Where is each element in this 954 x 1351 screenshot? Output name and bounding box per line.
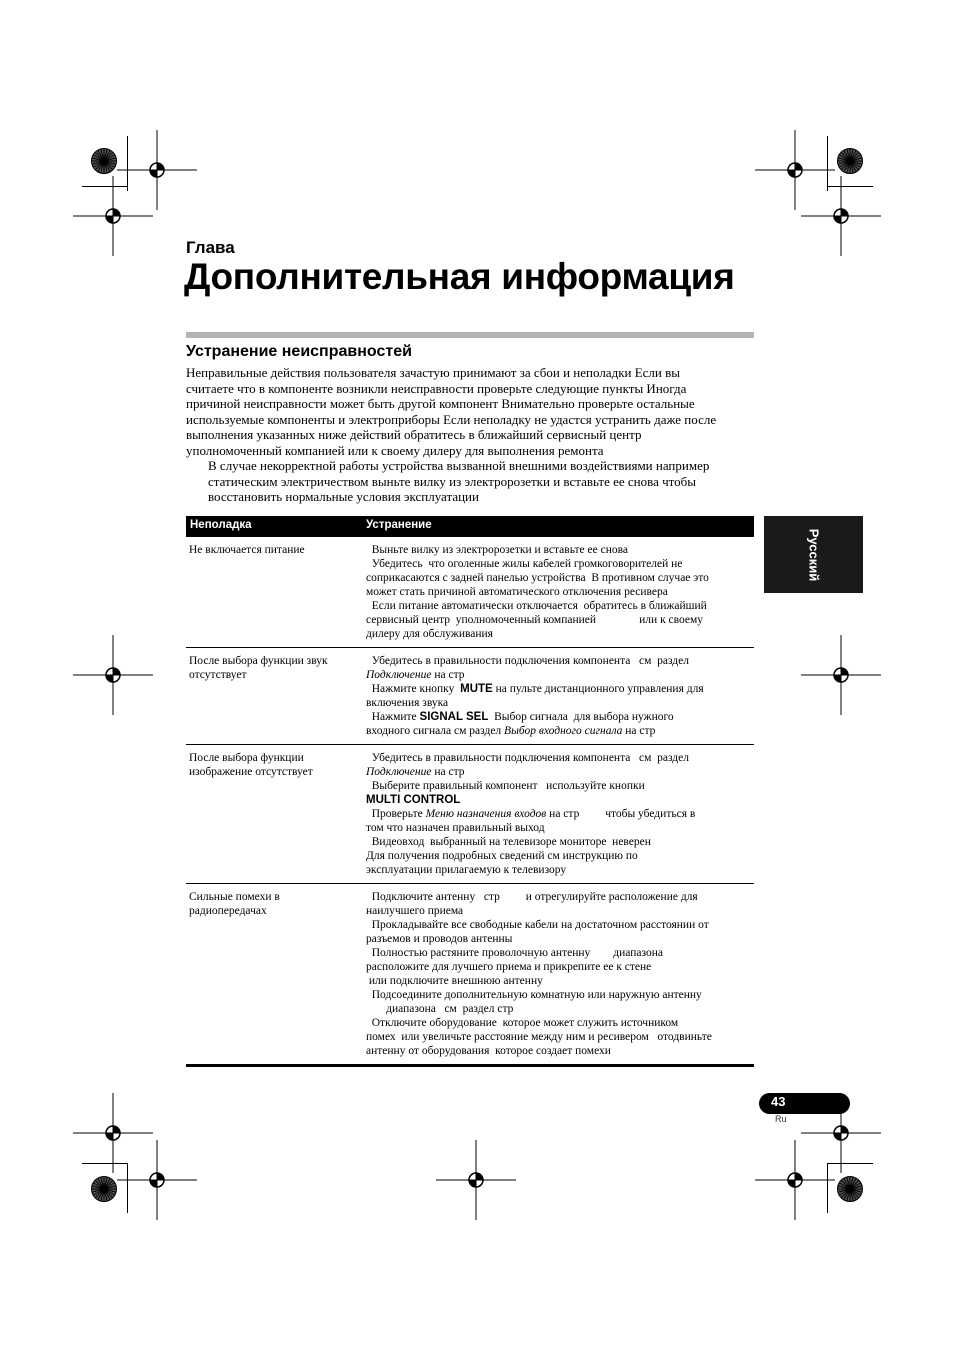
intro-line: Неправильные действия пользователя зачастую принимают за сбои и неполадки Если вы: [186, 365, 680, 380]
section-divider: [186, 332, 754, 338]
remedy-line: наилучшего приема: [366, 905, 464, 917]
remedy-cell: [366, 884, 751, 1064]
table-row: [186, 745, 754, 884]
signal-sel-key-label: SIGNAL SEL: [419, 711, 489, 723]
table-row: [186, 537, 754, 648]
crop-mark: [127, 136, 128, 191]
header-remedy: Устранение: [366, 519, 432, 531]
problem-cell: Не включается питание: [189, 544, 305, 556]
registration-crosshair-icon: [801, 635, 881, 715]
registration-rosette-icon: [91, 148, 117, 174]
remedy-line: сервисный центр уполномоченный компанией или к своему: [366, 614, 704, 626]
remedy-line: Отключите оборудование которое может служить источником: [366, 1017, 679, 1029]
section-heading: Устранение неисправностей: [186, 343, 412, 360]
problem-cell: Сильные помехи в радиопередачах: [189, 891, 280, 917]
remedy-line: Подключите антенну стр и отрегулируйте расположение для: [366, 891, 698, 903]
remedy-line: Прокладывайте все свободные кабели на достаточном расстоянии от: [366, 919, 709, 931]
remedy-line: Подключение на стр: [366, 669, 465, 681]
table-header: [186, 516, 754, 537]
crop-mark: [827, 1163, 828, 1213]
remedy-line: Нажмите SIGNAL SEL Выбор сигнала для выбора нужного: [366, 711, 674, 723]
registration-crosshair-icon: [117, 1140, 197, 1220]
problem-cell: После выбора функции звук отсутствует: [189, 655, 328, 681]
registration-crosshair-icon: [73, 176, 153, 256]
crop-mark: [82, 1163, 127, 1164]
remedy-cell: [366, 745, 751, 883]
intro-line: считаете что в компоненте возникли неисправности проверьте следующие пункты Иногда: [186, 380, 687, 396]
remedy-line: входного сигнала см раздел Выбор входного сигнала на стр: [366, 725, 656, 737]
remedy-line: том что назначен правильный выход: [366, 822, 545, 834]
chapter-label: Глава: [186, 238, 235, 257]
crop-mark: [127, 1163, 128, 1213]
mute-key-label: MUTE: [460, 683, 493, 695]
troubleshooting-table: [186, 516, 754, 1067]
multi-control-key-label: MULTI CONTROL: [366, 794, 461, 806]
registration-rosette-icon: [837, 148, 863, 174]
crop-mark: [828, 186, 873, 187]
remedy-cell: [366, 537, 751, 647]
page-language-code: Ru: [775, 1114, 787, 1124]
remedy-line: Убедитесь что оголенные жилы кабелей громкоговорителей не: [366, 558, 683, 570]
remedy-line: дилеру для обслуживания: [366, 628, 493, 640]
remedy-line: Полностью растяните проволочную антенну диапазона: [366, 947, 663, 959]
registration-crosshair-icon: [73, 635, 153, 715]
intro-line: причиной неисправности может быть другой компонент Внимательно проверьте остальные: [186, 396, 695, 411]
remedy-line: диапазона см раздел стр: [366, 1003, 514, 1015]
remedy-line: расположите для лучшего приема и прикрепите ее к стене: [366, 961, 652, 973]
remedy-line: помех или увеличьте расстояние между ним и ресивером отодвиньте: [366, 1031, 712, 1043]
remedy-line: Для получения подробных сведений см инструкцию по: [366, 850, 638, 862]
page-reference: Меню назначения входов: [425, 808, 547, 820]
language-tab: [764, 516, 863, 593]
table-row: [186, 648, 754, 745]
intro-line: используемые компоненты и электроприборы Если неполадку не удастся устранить даже после: [186, 411, 717, 427]
remedy-line: или подключите внешнюю антенну: [366, 975, 543, 987]
crop-mark: [827, 136, 828, 191]
intro-paragraph: [186, 365, 756, 458]
registration-crosshair-icon: [801, 176, 881, 256]
crop-mark: [828, 1163, 873, 1164]
note-line: В случае некорректной работы устройства вызванной внешними воздействиями например: [208, 458, 710, 473]
remedy-line: Выньте вилку из электророзетки и вставьте ее снова: [366, 544, 629, 556]
static-electricity-note: [208, 458, 756, 505]
page-reference: Подключение: [366, 766, 432, 778]
remedy-line: антенну от оборудования которое создает помехи: [366, 1045, 611, 1057]
page-title: Дополнительная информация: [184, 256, 735, 297]
remedy-line: эксплуатации прилагаемую к телевизору: [366, 864, 567, 876]
remedy-line: Убедитесь в правильности подключения компонента см раздел: [366, 655, 689, 667]
intro-line: уполномоченный компанией или к своему дилеру для выполнения ремонта: [186, 442, 604, 458]
remedy-line: Нажмите кнопку MUTE на пульте дистанционного управления для: [366, 683, 704, 695]
page-reference: Выбор входного сигнала: [504, 725, 623, 737]
remedy-line: Проверьте Меню назначения входов на стр чтобы убедиться в: [366, 808, 696, 820]
remedy-line: Если питание автоматически отключается обратитесь в ближайший: [366, 600, 707, 612]
registration-rosette-icon: [837, 1176, 863, 1202]
note-line: статическим электричеством выньте вилку из электророзетки и вставьте ее снова чтобы: [208, 473, 697, 489]
crop-mark: [82, 186, 127, 187]
intro-line: выполнения указанных ниже действий обратитесь в ближайший сервисный центр: [186, 427, 642, 442]
remedy-line: Подключение на стр: [366, 766, 465, 778]
language-tab-label: Русский: [806, 528, 821, 581]
remedy-line: Видеовход выбранный на телевизоре мониторе неверен: [366, 836, 651, 848]
remedy-line: Убедитесь в правильности подключения компонента см раздел: [366, 752, 689, 764]
remedy-line: разъемов и проводов антенны: [366, 933, 513, 945]
registration-crosshair-icon: [755, 1140, 835, 1220]
remedy-line: Выберите правильный компонент используйте кнопки: [366, 780, 645, 792]
registration-crosshair-icon: [436, 1140, 516, 1220]
page-reference: Подключение: [366, 669, 432, 681]
page-number: 43: [771, 1094, 786, 1109]
remedy-line: Подсоедините дополнительную комнатную или наружную антенну: [366, 989, 702, 1001]
remedy-line: может стать причиной автоматического отключения ресивера: [366, 586, 668, 598]
table-row: [186, 884, 754, 1067]
remedy-line: включения звука: [366, 697, 449, 709]
note-line: восстановить нормальные условия эксплуатации: [208, 489, 479, 504]
remedy-line: соприкасаются с задней панелью устройства В противном случае это: [366, 572, 709, 584]
problem-cell: После выбора функции изображение отсутствует: [189, 752, 313, 778]
header-problem: Неполадка: [190, 519, 252, 531]
remedy-cell: [366, 648, 751, 744]
registration-rosette-icon: [91, 1176, 117, 1202]
